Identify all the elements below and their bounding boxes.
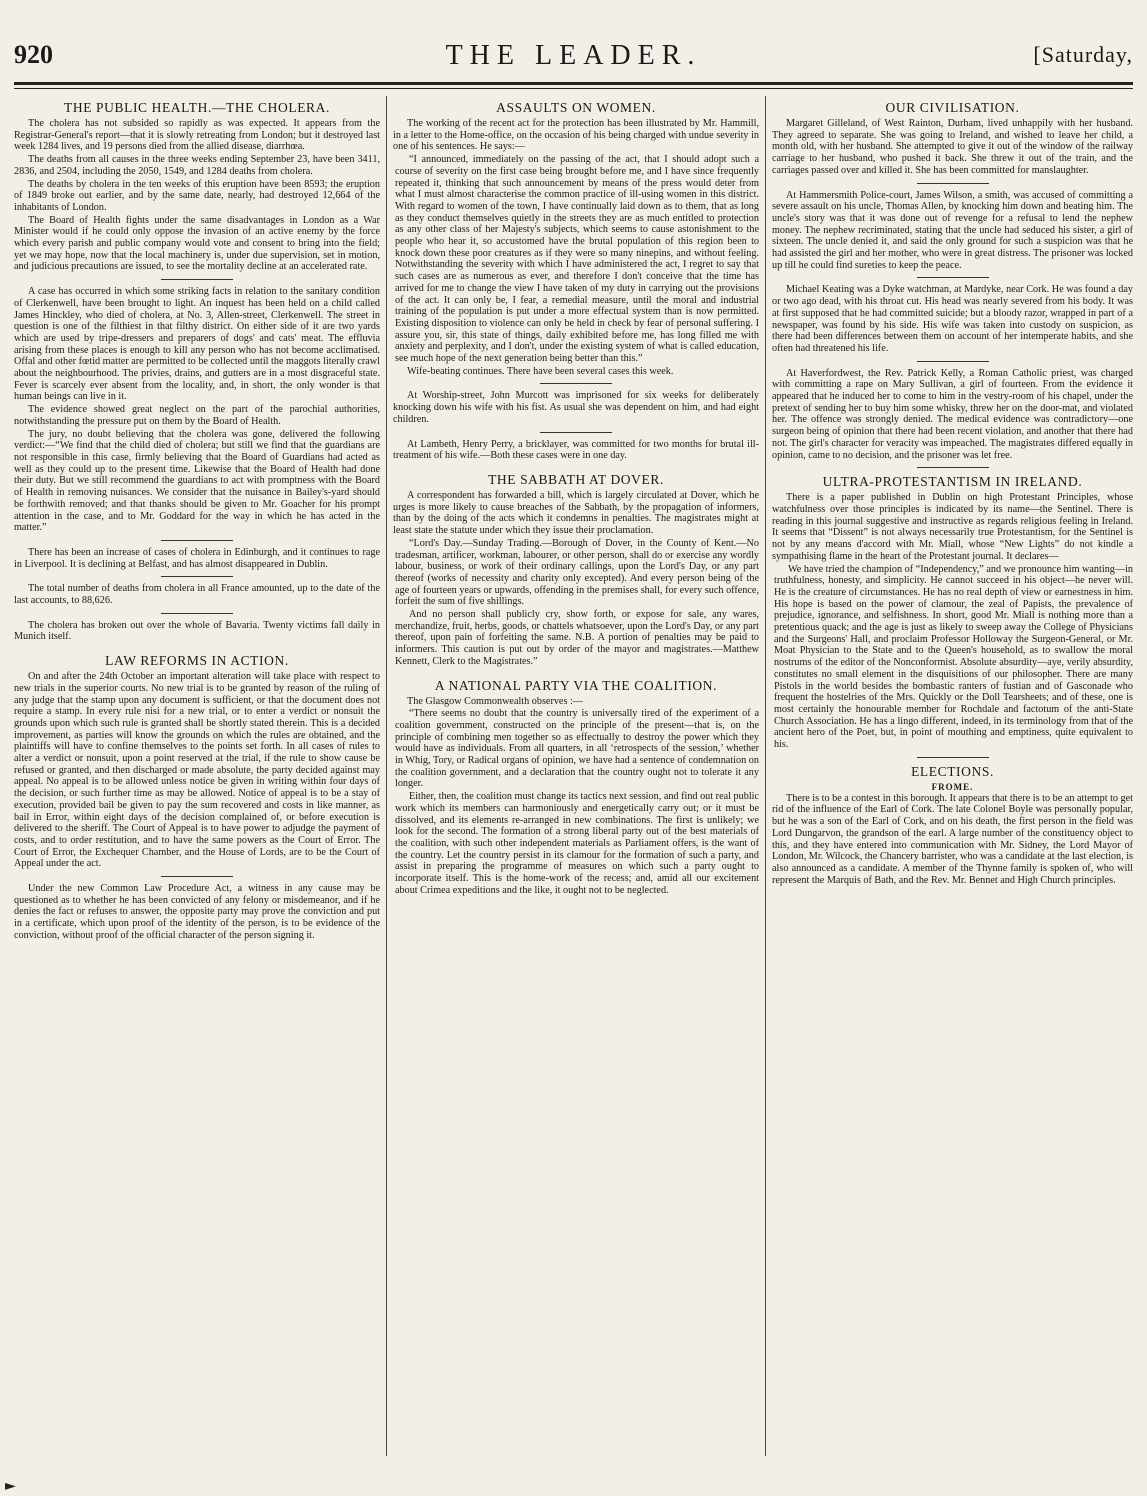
france-para: The total number of deaths from cholera in all France amounted, up to the date of the last accounts, to 88,626. xyxy=(14,583,380,607)
worship-para: At Worship-street, John Murcott was imprisoned for six weeks for deliberately knocking down his wife with his fist. As usual she was dependent on him, and had eight children. xyxy=(393,390,759,425)
page-day: [Saturday, xyxy=(1033,42,1133,67)
law-para: On and after the 24th October an important alteration will take place with respect to new trials in the superior courts. No new trial is to be granted by reason of the ruling of any judge that the stamp upon any document is sufficient, or that the document does not require a stamp. In every rule nisi for a new trial, or to enter a verdict or nonsuit the grounds upon which such rule is granted shall be shortly stated therein. This is a decided improvement, as parties will know the grounds on which the rules are obtained, and the plaintiffs will have to confine themselves to the points set forth. In all cases of rules to alter a verdict or nonsuit, upon a point reserved at the trial, if the rule to show cause be refused or granted, and then discharged or made absolute, the party decided against may appeal. No appeal is to be allowed unless notice be given in writing within four days of the decision, or such further time as may be allowed. Notice of appeal is to be a stay of execution, provided bail be given to pay the sum recovered and costs in like manner, as bail in Error, within eight days of the decision complained of, or before execution is delivered to the sheriff. The Court of Appeal is to have power to adjudge the payment of costs, and to order restitution, and to have the same powers as the Court of Error. The Court of Error, the Exchequer Chamber, and the House of Lords, are to be the Court of Appeal under the act. xyxy=(14,671,380,870)
national-quote: “There seems no doubt that the country is universally tired of the experiment of a coalition government, constructed on the principle of the present—that is, on the principle of combining men together so as effectually to destroy the power which they would have as individuals. From all quarters, in all ‘retrospects of the session,’ whether in Whig, Tory, or Radical organs of opinion, we have had a sentence of condemnation on the coalition government, and a declaration that the country ought not to tolerate it any longer. xyxy=(395,708,759,790)
section-separator xyxy=(917,183,989,184)
ultra-heading: ULTRA-PROTESTANTISM IN IRELAND. xyxy=(822,474,1083,490)
clerkenwell-para: A case has occurred in which some striking facts in relation to the sanitary condition of Clerkenwell, have been brought to light. An inquest has been held on a child called James Hinckley, who died of cholera, at No. 3, Allen-street, Clerkenwell. The street in question is one of the filthiest in that filthy district. On either side of it are two yards which are used by tripe-dressers and preparers of dogs' and cats' meat. The effluvia arising from these places is enough to kill any person who has not become acclimatised. Offal and other fœtid matter are permitted to be collected until the maggots literally crawl about the neighbourhood. The privies, drains, and gutters are in a most disgraceful state. Fever is scarcely ever absent from the locality, and, in short, the only wonder is that human beings can live in it. xyxy=(14,286,380,403)
cholera-para: The deaths by cholera in the ten weeks of this eruption have been 8593; the eruption of 1849 broke out earlier, and by the same date, nearly, had destroyed 12,664 of the inhabitants of London. xyxy=(14,178,380,213)
clerkenwell-para: The evidence showed great neglect on the part of the parochial authorities, notwithstanding the pressure put on them by the Board of Health. xyxy=(14,404,380,427)
law-heading: LAW REFORMS IN ACTION. xyxy=(105,653,289,669)
column-divider-right xyxy=(765,96,766,1456)
national-quote: Either, then, the coalition must change its tactics next session, and find out real public work which its members can harmoniously and energetically carry out; or it must be dissolved, and its elements re-arranged in new combinations. The first is unlikely; we look for the second. The formation of a strong liberal party out of the best materials of the coalition, with such other independent materials as Parliament offers, is the want of the country. Let the country persist in its clamour for the formation of such a party, and assist in preparing the programme of measures on which such a party ought to incorporate itself. This is the home-work of the recess; and, amid all our excitement about Crimea expeditions and the like, it ought not to be neglected. xyxy=(395,791,759,896)
section-separator xyxy=(917,277,989,278)
section-separator xyxy=(161,540,233,541)
section-separator xyxy=(161,613,233,614)
elections-heading: ELECTIONS. xyxy=(911,763,994,779)
column-divider-left xyxy=(386,96,387,1456)
section-separator xyxy=(917,757,989,758)
law-para: Under the new Common Law Procedure Act, a witness in any cause may be questioned as to whether he has been convicted of any felony or misdemeanor, and if he denies the fact or refuses to answer, the opposite party may prove the conviction and put in a certificate, which upon proof of the identity of the person, is to be evidence of the conviction, without proof of the official character of the person signing it. xyxy=(14,883,380,941)
civilisation-para: Margaret Gilleland, of West Rainton, Durham, lived unhappily with her husband. They agreed to separate. She was going to Ireland, and wished to leave her child, a month old, with her husband. She attempted to give it out of the window of the railway carriage to her husband, who pushed it back. She threw it out of the train, and the carriages passed over and killed it. She has been committed for manslaughter. xyxy=(772,118,1133,176)
assaults-para: The working of the recent act for the protection has been illustrated by Mr. Hammill, in a letter to the Home-office, on the occasion of his being charged with undue severity in one of his sentences. He says:— xyxy=(393,118,759,153)
cholera-para: The deaths from all causes in the three weeks ending September 23, have been 3411, 2836, and 2504, including the 2050, 1549, and 1284 deaths from cholera. xyxy=(14,154,380,177)
section-separator xyxy=(540,432,612,433)
assaults-heading: ASSAULTS ON WOMEN. xyxy=(496,100,656,115)
sabbath-para: A correspondent has forwarded a bill, which is largely circulated at Dover, which he urges is more likely to cause breaches of the Sabbath, by the propagation of informers, than by the doing of the acts which it condemns in penalties. The magistrates might at least state the statute under which they issue their proclamation. xyxy=(393,489,759,537)
sabbath-heading: THE SABBATH AT DOVER. xyxy=(488,471,664,487)
national-para: The Glasgow Commonwealth observes :— xyxy=(407,695,583,707)
cholera-para: The cholera has not subsided so rapidly as was expected. It appears from the Registrar-General's report—that it is slowly retreating from London; but it destroyed last week 1284 lives, and 19 persons died from the allied disease, diarrhœa. xyxy=(14,118,380,153)
elections-para: There is to be a contest in this borough. It appears that there is to be an attempt to get rid of the influence of the Earl of Cork. The late Colonel Boyle was personally popular, but he was a son of the Earl of Cork, and on his death, the first person in the field was Lord Dungarvon, the grandson of the earl. A large number of the constituency object to this, and they have entered into communication with Mr. Sidney, the Lord Mayor of London, Mr. Wilcock, the Chancery barrister, who was a candidate at the last election, is also announced as a candidate. A member of the Thynne family is spoken of, who will represent the Marquis of Bath, and the Rev. Mr. Bennet and High Church principles. xyxy=(772,792,1133,886)
section-separator xyxy=(161,279,233,280)
masthead-rule-thick xyxy=(14,82,1133,85)
column-1 xyxy=(14,96,380,1456)
section-separator xyxy=(917,361,989,362)
section-separator xyxy=(161,876,233,877)
masthead-rule-thin xyxy=(14,88,1133,89)
ultra-quote: We have tried the champion of “Independency,” and we pronounce him wanting—in truthfulness, honesty, and simplicity. He cannot succeed in his object—he never will. He is the creature of circumstances. He has no real depth of view or earnestness in him. His hope is based on the power of clamour, the zeal of Papists, the prevalence of prejudice, ignorance, and selfishness. In short, good Mr. Miall is nothing more than a pretentious quack; and the age is just as likely to sweep away the College of Physicians and the Surgeons' Hall, and proclaim Professor Holloway the Surgeon-General, or Mr. Moat Physician to the State and to the Queen's household, as to swallow the moral nostrums of the editor of the Nonconformist. Absolute absurdity—aye, verily absurdity, constitutes no small element in the disquisitions of our philosopher. There are many Pistols in the world besides the bombastic ranters of fustian and of Gasconade who frequent the hostelries of the Mrs. Quickly or the Doll Tearsheets; and of these, one is most certainly the honourable member for Rochdale and factotum of the anti-State Church Association. He has a lingo different, indeed, in its terminology from that of the ancient hero of the Poet, but, in point of mouthing and emptiness, quite equivalent to his. xyxy=(774,563,1133,751)
civilisation-heading: OUR CIVILISATION. xyxy=(885,100,1020,115)
cholera-heading: THE PUBLIC HEALTH.—THE CHOLERA. xyxy=(64,100,330,115)
section-separator xyxy=(540,383,612,384)
assaults-para: Wife-beating continues. There have been several cases this week. xyxy=(407,365,674,377)
column-2 xyxy=(393,96,759,1456)
lambeth-para: At Lambeth, Henry Perry, a bricklayer, was committed for two months for brutal ill-treatment of his wife.—Both these cases were in one day. xyxy=(393,438,759,462)
national-heading: A NATIONAL PARTY VIA THE COALITION. xyxy=(434,677,718,693)
hammersmith-para: At Hammersmith Police-court, James Wilson, a smith, was accused of committing a severe assault on his uncle, Thomas Allen, by knocking him down and beating him. The uncle's story was that it was done out of revenge for a refusal to lend the nephew money. The nephew recriminated, stating that the uncle had seduced his sister, a girl of sixteen. The uncle denied it, and said the only ground for such a suspicion was that he had assisted the girl and her mother, who were in great distress. The prisoner was locked up till he could find sureties to keep the peace. xyxy=(772,189,1133,271)
ultra-para: There is a paper published in Dublin on high Protestant Principles, whose watchfulness over those principles is indicated by its name—the Sentinel. There is reading in this journal suggestive and instructive as regards religious feeling in Ireland. It seems that “Dissent” is not always necessarily true Protestantism, for the Sentinel is not by any means d'accord with Mr. Miall, whose “New Lights” do not kindle a sympathising flame in the heart of the Protestant journal. It declares— xyxy=(772,492,1133,562)
masthead xyxy=(14,40,1133,84)
sabbath-quote: And no person shall publicly cry, show forth, or expose for sale, any wares, merchandize, fruit, herbs, goods, or chattels whatsoever, upon the Lord's Day, or any part thereof, upon pain of forfeiting the same. N.B. A portion of penalties may be paid to informers. This caution is put out by order of the mayor and magistrates.—Matthew Kennett, Clerk to the Magistrates.” xyxy=(395,609,759,667)
cholera-para: The Board of Health fights under the same disadvantages in London as a War Minister would if he could only oppose the invasion of an active enemy by the force which every parish and public company would vote and consent to bring into the field; yet we may hope, now that the local machinery is, under due supervision, set in motion, and judicious precautions are issued, to see the mortality decline at an accelerated rate. xyxy=(14,214,380,273)
column-3 xyxy=(772,96,1133,1456)
section-separator xyxy=(161,576,233,577)
sabbath-quote: “Lord's Day.—Sunday Trading.—Borough of Dover, in the County of Kent.—No tradesman, artificer, workman, labourer, or other person, shall do or exercise any wordly labour, business, or work of their ordinary callings, upon the Lord's Day, or any part thereof (works of necessity and charity only excepted). And every person being of the age of fourteen years or upwards, offending in the premises shall, for every such offence, forfeit the sum of five shillings. xyxy=(395,537,759,608)
page-title: THE LEADER. xyxy=(445,40,702,71)
section-separator xyxy=(917,467,989,468)
corner-arrow-icon: ► xyxy=(5,1478,16,1494)
keating-para: Michael Keating was a Dyke watchman, at Mardyke, near Cork. He was found a day or two ago dead, with his throat cut. His head was nearly severed from his body. It was at first supposed that he had committed suicide; but a bloody razor, wrapped in part of a newspaper, was found by his side. His wife was taken into custody on suspicion, as there had been differences between them on account of her intemperate habits, and she often had threatened his life. xyxy=(772,284,1133,354)
bavaria-para: The cholera has broken out over the whole of Bavaria. Twenty victims fall daily in Munich itself. xyxy=(14,619,380,643)
assaults-quote: “I announced, immediately on the passing of the act, that I should adopt such a course of severity on the first case being brought before me, and I have since frequently repeated it, thinking that such announcement by means of the press would deter from what I must almost characterise the common practice of ill-using women in this district. With regard to women of the town, I have continually laid down as to them, that as long as they conduct themselves quietly in the streets they are as much entitled to protection as any other class of her Majesty's subjects, which seems to cause astonishment to the people who hear it, so accustomed have the brutal population of this region been to knock down these poor creatures as if they were so many ninepins, and without feeling. Notwithstanding the severity with which I have administered the act, I regret to say that such cases are as numerous as ever, and therefore I don't conceive that the time has arrived for me to change the view I have taken of my duty in carrying out the provisions of the act. It can only be, I fear, a remedial measure, until the moral and industrial training of the population is put under a more effectual system than is now permitted. Existing disposition to violence can only be held in check by fear of personal suffering. I assure you, sir, this state of things, daily exhibited before me, has long filled me with anxiety and perplexity, and I don't, under the existing system of what is called education, see much hope of the next generation being better than this.” xyxy=(395,154,759,365)
edinburgh-para: There has been an increase of cases of cholera in Edinburgh, and it continues to rage in Liverpool. It is declining at Belfast, and has almost disappeared in Dublin. xyxy=(14,546,380,570)
elections-subheading: FROME. xyxy=(931,781,974,792)
clerkenwell-para: The jury, no doubt believing that the cholera was gone, delivered the following verdict:—“We find that the child died of cholera; but still we find that the guardians are not responsible in this case, firmly believing that the Board of Guardians had acted as well as they could up to the present time. Likewise that the Board of Health had done their duty. But we still recommend the guardians to act with promptness with the Board of Health in removing nuisances. We consider that the nuisance in Bailey's-yard should be forthwith removed; and that thanks should be given to Mr. Goacher for his prompt attention in the case, and to Mr. Goddard for the way in which he has acted in the matter.” xyxy=(14,428,380,534)
page-number: 920 xyxy=(14,40,53,69)
haverfordwest-para: At Haverfordwest, the Rev. Patrick Kelly, a Roman Catholic priest, was charged with committing a rape on Mary Sullivan, a girl of fourteen. From the evidence it appeared that he induced her to come to him in the vestry-room of his chapel, under the pretext of sending her to buy him some whisky, threw her on the door-mat, and violated her. The offence was strongly denied. The medical evidence was contradictory—one surgeon being of opinion that there had been recent violation, and another that there had not. The girl's character for veracity was impeached. The magistrates differed equally in opinion, came to no decision, and the prisoner was let free. xyxy=(772,367,1133,461)
